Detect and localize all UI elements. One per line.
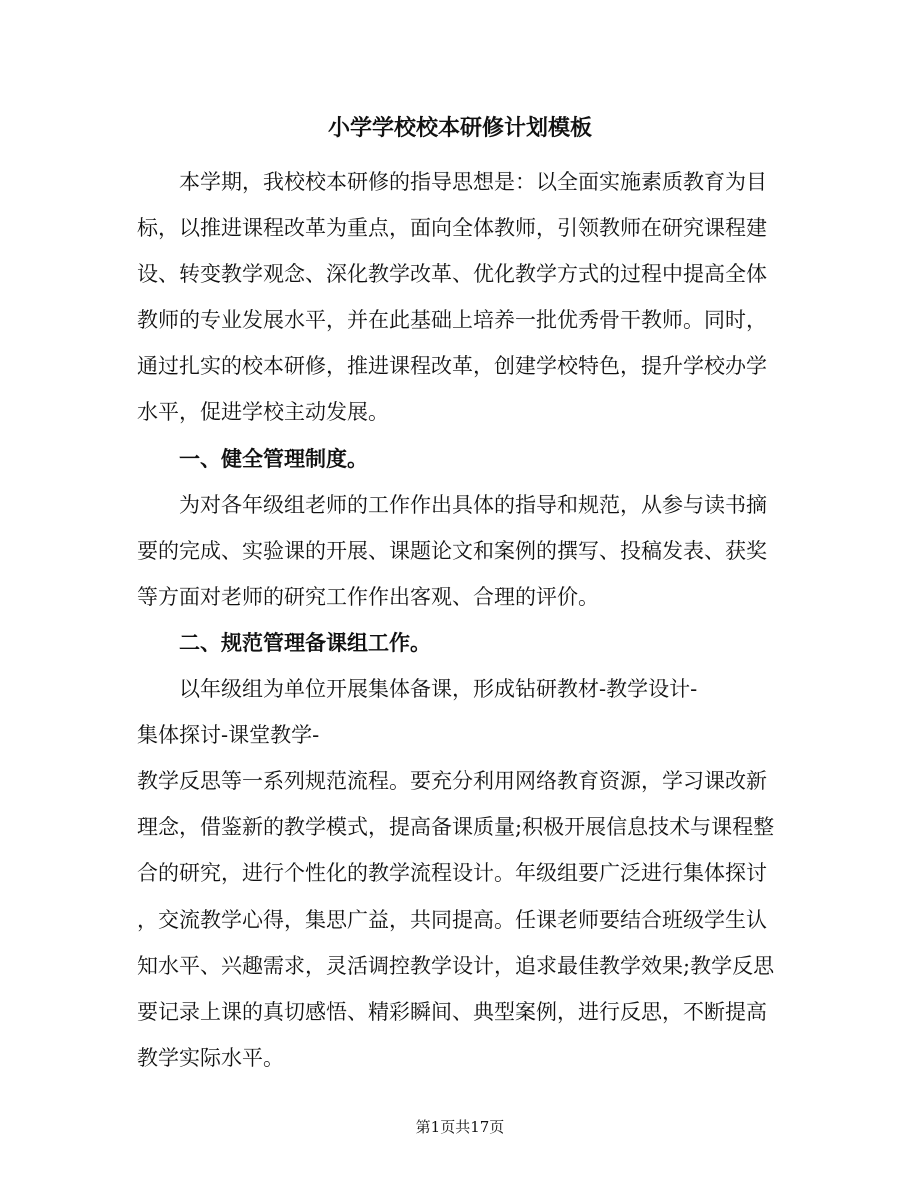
paragraph-line: 教学实际水平。 [137,1045,284,1070]
paragraph-line: 合的研究，进行个性化的教学流程设计。年级组要广泛进行集体探讨 [137,861,767,886]
paragraph-line: ，交流教学心得，集思广益，共同提高。任课老师要结合班级学生认 [137,907,767,932]
paragraph-line: 为对各年级组老师的工作作出具体的指导和规范，从参与读书摘 [179,492,767,517]
paragraph-line: 要记录上课的真切感悟、精彩瞬间、典型案例，进行反思，不断提高 [137,999,767,1024]
document-title: 小学学校校本研修计划模板 [327,115,592,141]
paragraph-line: 标，以推进课程改革为重点，面向全体教师，引领教师在研究课程建 [137,216,767,241]
paragraph-line: 等方面对老师的研究工作作出客观、合理的评价。 [137,584,599,609]
paragraph-line: 以年级组为单位开展集体备课，形成钻研教材-教学设计- [179,677,698,702]
paragraph-line: 教师的专业发展水平，并在此基础上培养一批优秀骨干教师。同时， [137,308,767,333]
paragraph-line: 设、转变教学观念、深化教学改革、优化教学方式的过程中提高全体 [137,262,767,287]
section-heading-1: 一、健全管理制度。 [179,445,368,471]
paragraph-line: 要的完成、实验课的开展、课题论文和案例的撰写、投稿发表、获奖 [137,538,767,563]
paragraph-line: 水平，促进学校主动发展。 [137,400,389,425]
paragraph-line: 教学反思等一系列规范流程。要充分利用网络教育资源，学习课改新 [137,769,767,794]
section-heading-2: 二、规范管理备课组工作。 [179,629,431,655]
paragraph-line: 本学期，我校校本研修的指导思想是：以全面实施素质教育为目 [179,170,767,194]
document-body [137,159,777,1081]
page-number: 第1页共17页 [415,1118,505,1136]
paragraph-line: 集体探讨-课堂教学- [137,723,320,748]
paragraph-line: 理念，借鉴新的教学模式，提高备课质量;积极开展信息技术与课程整 [137,815,775,840]
paragraph-line: 通过扎实的校本研修，推进课程改革，创建学校特色，提升学校办学 [137,354,767,379]
paragraph-line: 知水平、兴趣需求，灵活调控教学设计，追求最佳教学效果;教学反思 [137,953,775,978]
